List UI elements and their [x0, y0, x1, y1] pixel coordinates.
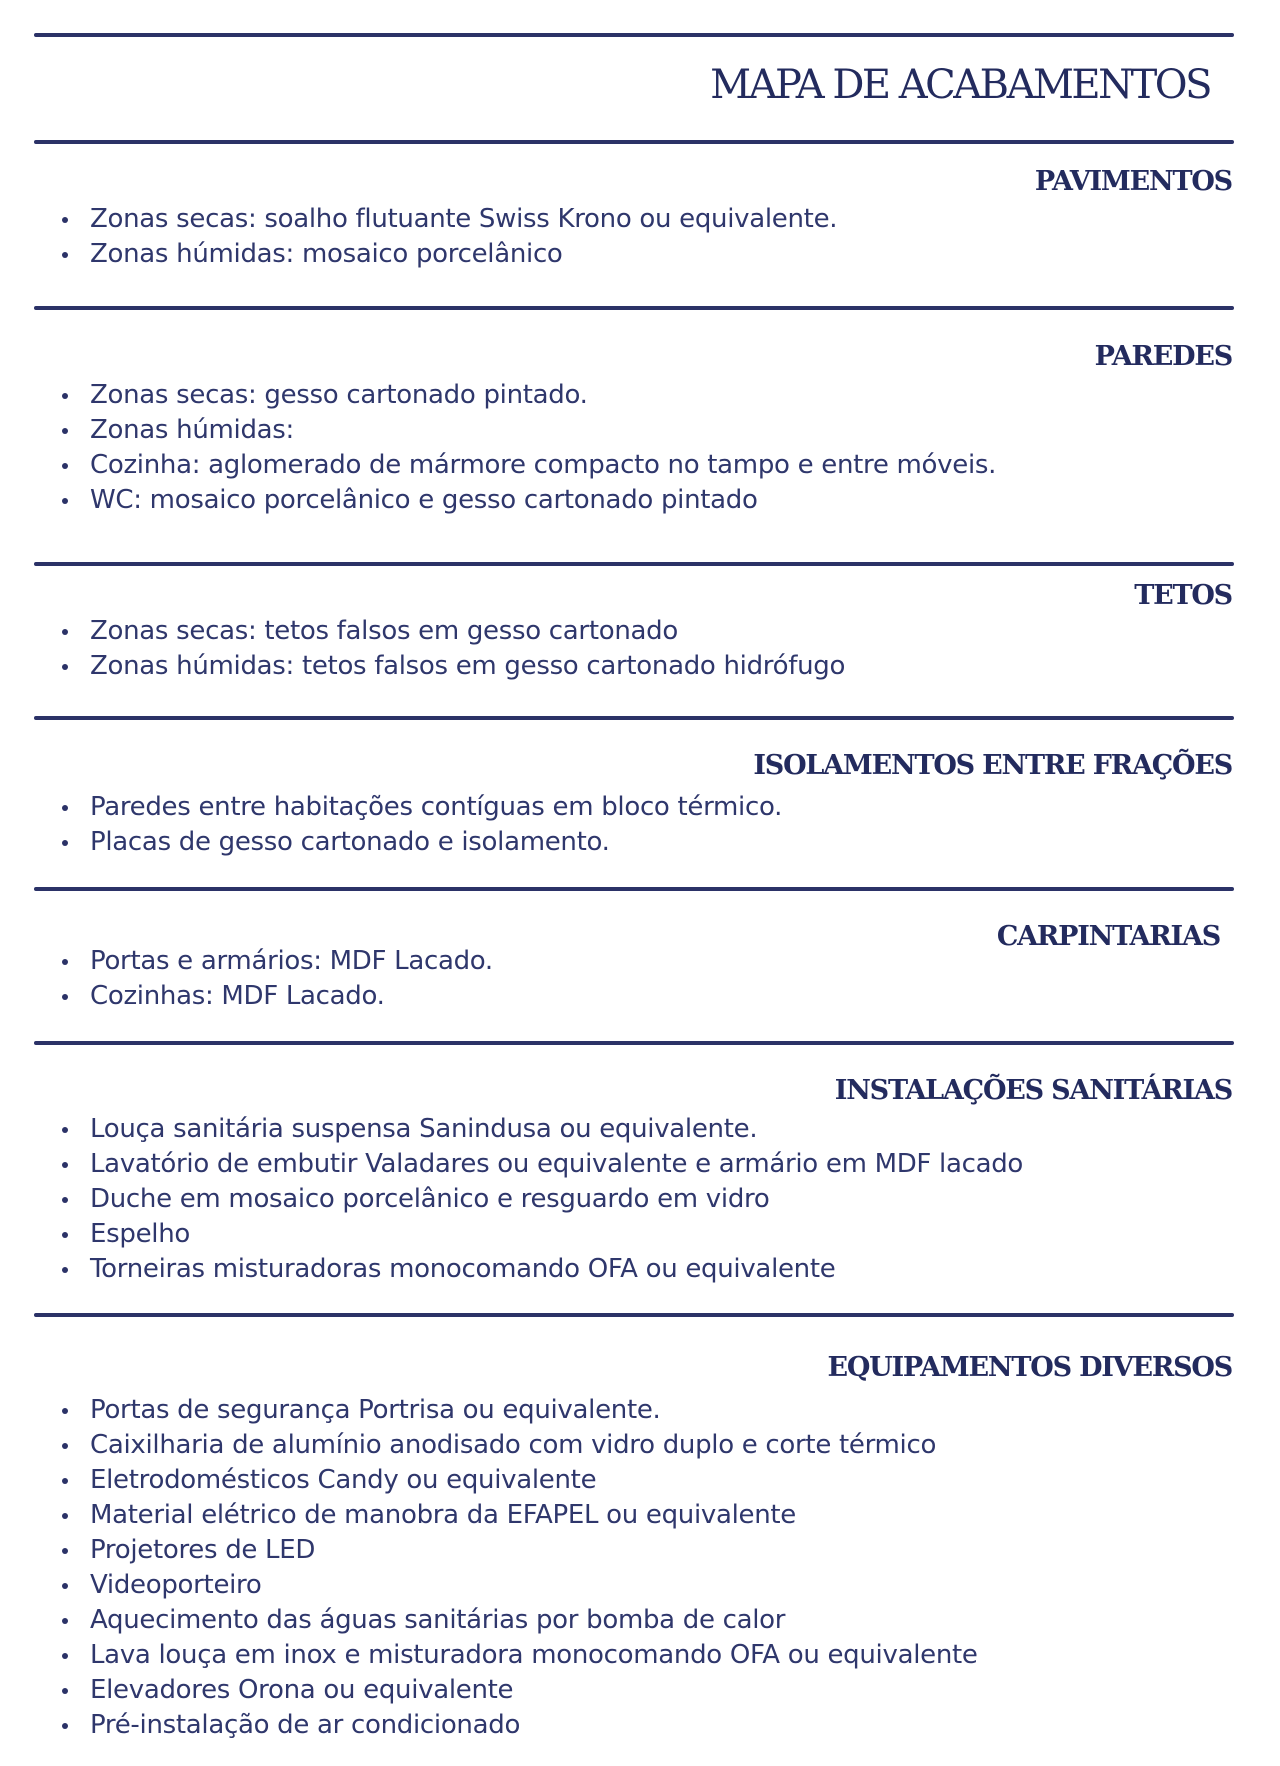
section-items-carpintarias	[52, 944, 493, 1014]
bullet-icon	[62, 959, 68, 965]
list-item	[52, 1603, 978, 1638]
list-item-text: Torneiras misturadoras monocomando OFA ou equivalente	[90, 1254, 836, 1284]
list-item-text: Pré-instalação de ar condicionado	[90, 1710, 521, 1740]
section-divider	[34, 1041, 1234, 1045]
list-item	[52, 237, 837, 272]
section-divider	[34, 887, 1234, 891]
bullet-icon	[62, 1653, 68, 1659]
section-title-pavimentos: PAVIMENTOS	[1034, 166, 1232, 197]
list-item-text: Aquecimento das águas sanitárias por bomba de calor	[90, 1605, 786, 1635]
list-item-text: Zonas secas: soalho flutuante Swiss Krono ou equivalente.	[90, 204, 838, 234]
bullet-icon	[62, 217, 68, 223]
bullet-icon	[62, 805, 68, 811]
section-title-instalacoes-sanitarias: INSTALAÇÕES SANITÁRIAS	[834, 1075, 1232, 1106]
list-item-text: Cozinha: aglomerado de mármore compacto no tampo e entre móveis.	[90, 450, 997, 480]
list-item	[52, 614, 845, 649]
section-title-paredes: PAREDES	[1094, 341, 1232, 372]
section-divider	[34, 1313, 1234, 1317]
list-item	[52, 1182, 1023, 1217]
list-item-text: WC: mosaico porcelânico e gesso cartonado pintado	[90, 485, 758, 515]
bullet-icon	[62, 393, 68, 399]
list-item	[52, 202, 837, 237]
list-item-text: Projetores de LED	[90, 1535, 316, 1565]
list-item	[52, 979, 493, 1014]
list-item	[52, 1463, 978, 1498]
list-item	[52, 1112, 1023, 1147]
list-item-text: Louça sanitária suspensa Sanindusa ou equivalente.	[90, 1114, 758, 1144]
list-item-text: Zonas húmidas: mosaico porcelânico	[90, 239, 563, 269]
bullet-icon	[62, 463, 68, 469]
bullet-icon	[62, 1162, 68, 1168]
list-item	[52, 825, 782, 860]
list-item-text: Eletrodomésticos Candy ou equivalente	[90, 1465, 597, 1495]
list-item-text: Portas de segurança Portrisa ou equivalente.	[90, 1395, 661, 1425]
list-item-text: Videoporteiro	[90, 1570, 262, 1600]
section-items-isolamentos	[52, 790, 782, 860]
title-divider	[34, 140, 1234, 144]
section-items-equipamentos-diversos	[52, 1393, 978, 1743]
bullet-icon	[62, 1478, 68, 1484]
list-item-text: Portas e armários: MDF Lacado.	[90, 946, 493, 976]
list-item	[52, 944, 493, 979]
bullet-icon	[62, 840, 68, 846]
bullet-icon	[62, 1127, 68, 1133]
list-item	[52, 1568, 978, 1603]
bullet-icon	[62, 1232, 68, 1238]
list-item-text: Duche em mosaico porcelânico e resguardo em vidro	[90, 1184, 770, 1214]
section-title-equipamentos-diversos: EQUIPAMENTOS DIVERSOS	[827, 1352, 1232, 1383]
section-divider	[34, 716, 1234, 720]
list-item-text: Elevadores Orona ou equivalente	[90, 1675, 514, 1705]
list-item-text: Lava louça em inox e misturadora monocomando OFA ou equivalente	[90, 1640, 978, 1670]
list-item-text: Espelho	[90, 1219, 190, 1249]
list-item-text: Zonas húmidas:	[90, 415, 294, 445]
bullet-icon	[62, 1513, 68, 1519]
bullet-icon	[62, 1197, 68, 1203]
list-item	[52, 448, 996, 483]
section-divider	[34, 562, 1234, 566]
list-item	[52, 649, 845, 684]
bullet-icon	[62, 428, 68, 434]
bullet-icon	[62, 1583, 68, 1589]
list-item	[52, 1252, 1023, 1287]
section-title-tetos: TETOS	[1134, 580, 1232, 611]
bullet-icon	[62, 252, 68, 258]
document-title: MAPA DE ACABAMENTOS	[710, 62, 1210, 108]
list-item	[52, 1428, 978, 1463]
list-item	[52, 1638, 978, 1673]
list-item-text: Paredes entre habitações contíguas em bloco térmico.	[90, 792, 783, 822]
section-items-pavimentos	[52, 202, 837, 272]
list-item	[52, 378, 996, 413]
bullet-icon	[62, 1443, 68, 1449]
list-item	[52, 1673, 978, 1708]
section-title-carpintarias: CARPINTARIAS	[996, 921, 1220, 952]
bullet-icon	[62, 498, 68, 504]
list-item-text: Material elétrico de manobra da EFAPEL ou equivalente	[90, 1500, 796, 1530]
list-item-text: Zonas húmidas: tetos falsos em gesso cartonado hidrófugo	[90, 651, 846, 681]
list-item-text: Cozinhas: MDF Lacado.	[90, 981, 385, 1011]
bullet-icon	[62, 1408, 68, 1414]
list-item	[52, 1217, 1023, 1252]
bullet-icon	[62, 1723, 68, 1729]
list-item-text: Caixilharia de alumínio anodisado com vidro duplo e corte térmico	[90, 1430, 937, 1460]
bullet-icon	[62, 1548, 68, 1554]
list-item	[52, 1498, 978, 1533]
bullet-icon	[62, 1618, 68, 1624]
list-item	[52, 1708, 978, 1743]
list-item	[52, 1393, 978, 1428]
bullet-icon	[62, 1267, 68, 1273]
list-item	[52, 1533, 978, 1568]
bullet-icon	[62, 664, 68, 670]
list-item-text: Placas de gesso cartonado e isolamento.	[90, 827, 610, 857]
section-divider	[34, 306, 1234, 310]
list-item	[52, 1147, 1023, 1182]
section-items-instalacoes-sanitarias	[52, 1112, 1023, 1287]
bullet-icon	[62, 629, 68, 635]
list-item-text: Zonas secas: gesso cartonado pintado.	[90, 380, 588, 410]
list-item	[52, 483, 996, 518]
section-title-isolamentos: ISOLAMENTOS ENTRE FRAÇÕES	[753, 750, 1232, 781]
section-items-paredes	[52, 378, 996, 518]
list-item-text: Zonas secas: tetos falsos em gesso cartonado	[90, 616, 678, 646]
list-item	[52, 413, 996, 448]
list-item	[52, 790, 782, 825]
top-divider	[34, 33, 1234, 37]
bullet-icon	[62, 994, 68, 1000]
list-item-text: Lavatório de embutir Valadares ou equivalente e armário em MDF lacado	[90, 1149, 1024, 1179]
section-items-tetos	[52, 614, 845, 684]
bullet-icon	[62, 1688, 68, 1694]
